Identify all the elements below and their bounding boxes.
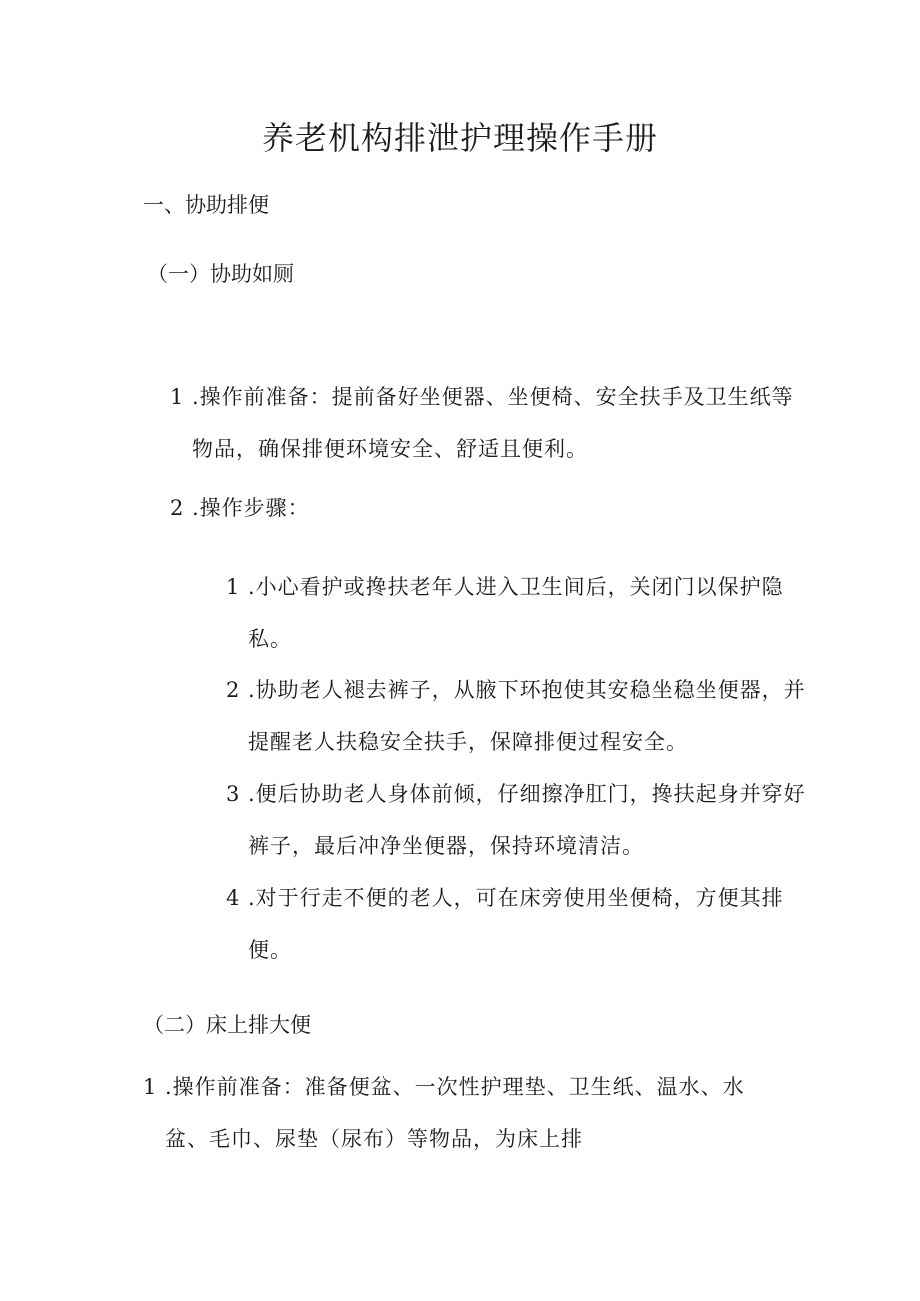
step-number: 3 [226,782,241,806]
list-item-number: 1 [143,1075,158,1099]
list-item-text: .操作前准备：提前备好坐便器、坐便椅、安全扶手及卫生纸等物品，确保排便环境安全、舒适且便利。 [192,385,794,461]
step-text: .小心看护或搀扶老年人进入卫生间后，关闭门以保护隐私。 [248,575,784,651]
list-item [170,482,810,534]
section-heading: 一、协助排便 [143,193,269,217]
step-number: 1 [226,575,241,599]
step-item [226,768,806,872]
step-text: .协助老人褪去裤子，从腋下环抱使其安稳坐稳坐便器，并提醒老人扶稳安全扶手，保障排便过程安全。 [248,678,806,754]
step-text: .便后协助老人身体前倾，仔细擦净肛门，搀扶起身并穿好裤子，最后冲净坐便器，保持环境清洁。 [248,782,806,858]
list-item-text: .操作步骤： [192,496,310,520]
step-number: 2 [226,678,241,702]
subsection-heading: （二）床上排大便 [143,1013,311,1037]
step-text: .对于行走不便的老人，可在床旁使用坐便椅，方便其排便。 [248,886,784,962]
list-item [170,371,810,475]
subsection-heading: （一）协助如厕 [147,262,294,286]
step-number: 4 [226,886,241,910]
list-item-text: .操作前准备：准备便盆、一次性护理垫、卫生纸、温水、水盆、毛巾、尿垫（尿布）等物品，为床上排 [165,1075,745,1151]
step-item [226,561,806,665]
step-item [226,664,806,768]
step-item [226,872,806,976]
list-item [143,1061,783,1165]
list-item-number: 1 [170,385,185,409]
document-title: 养老机构排泄护理操作手册 [261,119,658,157]
list-item-number: 2 [170,496,185,520]
